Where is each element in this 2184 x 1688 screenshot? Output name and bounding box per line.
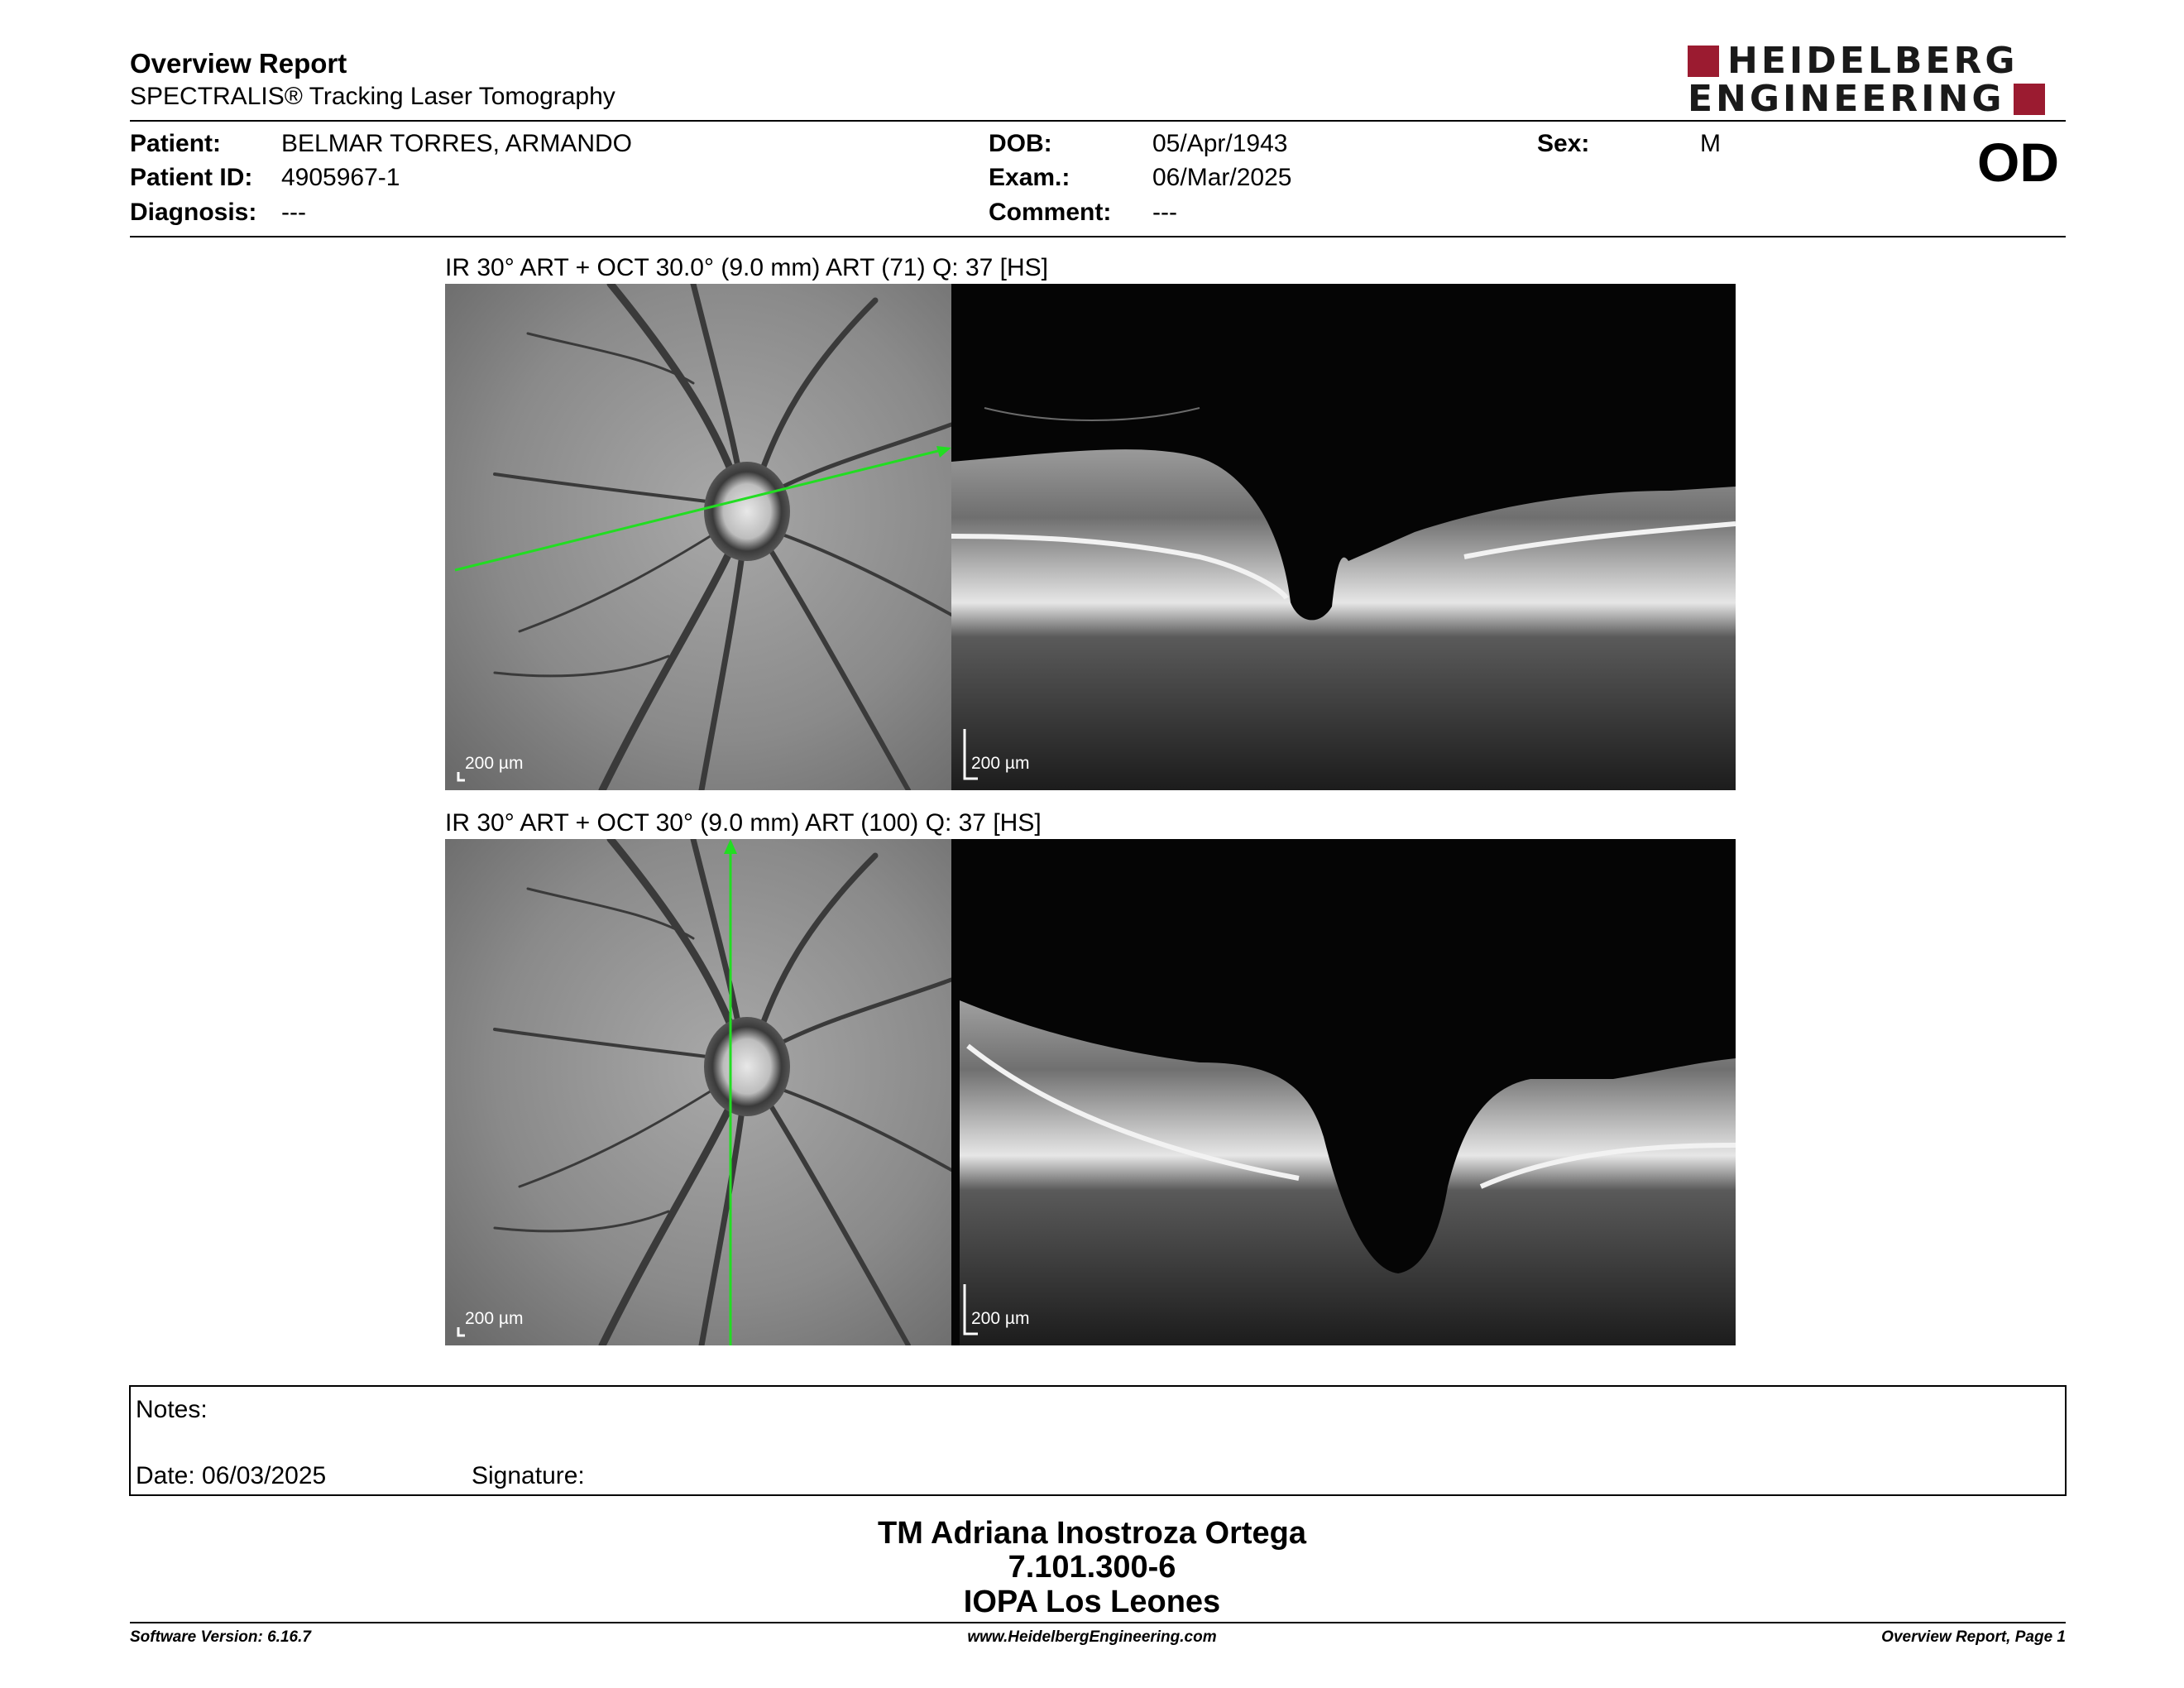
diagnosis-label: Diagnosis:	[130, 199, 257, 226]
software-version: Software Version: 6.16.7	[130, 1628, 311, 1646]
sex-label: Sex:	[1537, 130, 1590, 157]
dob-value: 05/Apr/1943	[1152, 130, 1288, 157]
patient-id: 4905967-1	[281, 164, 400, 191]
comment-value: ---	[1152, 199, 1177, 226]
report-subtitle: SPECTRALIS® Tracking Laser Tomography	[130, 83, 615, 110]
heidelberg-logo	[1688, 40, 2068, 120]
technician-id: 7.101.300-6	[1008, 1550, 1176, 1585]
scan-caption: IR 30° ART + OCT 30.0° (9.0 mm) ART (71) Q: 37 [HS]	[445, 254, 1048, 281]
eye-label: OD	[1977, 132, 2059, 193]
oct-bscan-image[interactable]	[951, 839, 1736, 1345]
scale-bar-label: 200 µm	[971, 1309, 1030, 1328]
page-indicator: Overview Report, Page 1	[1881, 1628, 2066, 1646]
sex-value: M	[1700, 130, 1721, 157]
ir-fundus-image[interactable]	[445, 284, 951, 790]
logo-square-icon	[2014, 84, 2045, 115]
logo-square-icon	[1688, 46, 1719, 77]
patient-divider	[130, 236, 2066, 237]
signature-label: Signature:	[472, 1462, 585, 1489]
header-divider	[130, 120, 2066, 122]
notes-date: Date: 06/03/2025	[136, 1462, 327, 1489]
diagnosis-value: ---	[281, 199, 306, 226]
scan-caption: IR 30° ART + OCT 30° (9.0 mm) ART (100) Q: 37 [HS]	[445, 809, 1042, 837]
website-link[interactable]: www.HeidelbergEngineering.com	[967, 1628, 1217, 1646]
patient-name: BELMAR TORRES, ARMANDO	[281, 130, 632, 157]
scale-bar-label: 200 µm	[971, 754, 1030, 773]
ir-fundus-image[interactable]	[445, 839, 951, 1345]
report-title: Overview Report	[130, 48, 347, 79]
patient-id-label: Patient ID:	[130, 164, 253, 191]
scale-bar-label: 200 µm	[465, 1309, 524, 1328]
exam-value: 06/Mar/2025	[1152, 164, 1292, 191]
exam-label: Exam.:	[989, 164, 1070, 191]
dob-label: DOB:	[989, 130, 1052, 157]
logo-text-line1: HEIDELBERG	[1727, 40, 2019, 82]
technician-name: TM Adriana Inostroza Ortega	[878, 1516, 1306, 1551]
patient-label: Patient:	[130, 130, 222, 157]
clinic-name: IOPA Los Leones	[963, 1585, 1221, 1619]
footer-divider	[130, 1622, 2066, 1623]
comment-label: Comment:	[989, 199, 1112, 226]
oct-bscan-image[interactable]	[951, 284, 1736, 790]
scale-bar-label: 200 µm	[465, 754, 524, 773]
notes-box[interactable]	[129, 1385, 2067, 1496]
notes-label: Notes:	[136, 1396, 208, 1423]
logo-text-line2: ENGINEERING	[1688, 78, 2005, 120]
